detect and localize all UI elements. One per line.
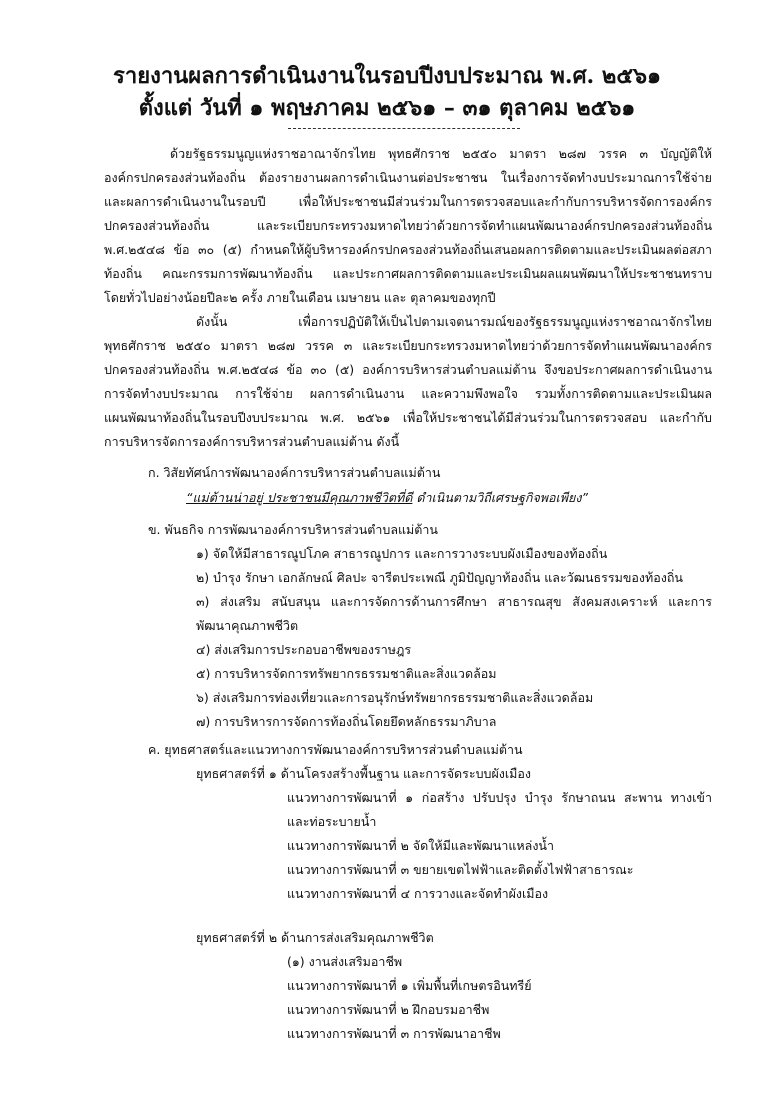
paragraph-line: และผลการดำเนินงานในรอบปี เพื่อให้ประชาชนมีส่วนร่วมในการตรวจสอบและกำกับการบริหารจัดการองค์กร: [104, 194, 712, 209]
section-heading-vision: ก. วิสัยทัศน์การพัฒนาองค์การบริหารส่วนตำบลแม่ต้าน: [148, 465, 441, 480]
strategy-title: ยุทธศาสตร์ที่ ๒ ด้านการส่งเสริมคุณภาพชีวิต: [196, 930, 434, 945]
mission-item: ๗) การบริหารการจัดการท้องถิ่นโดยยึดหลักธรรมาภิบาล: [196, 714, 497, 729]
mission-item: ๑) จัดให้มีสาธารณูปโภค สาธารณูปการ และการวางระบบผังเมืองของท้องถิ่น: [196, 546, 608, 561]
document-date-range: ตั้งแต่ วันที่ ๑ พฤษภาคม ๒๕๖๑ – ๓๑ ตุลาคม ๒๕๖๑: [138, 95, 636, 121]
paragraph-line: โดยทั่วไปอย่างน้อยปีละ๒ ครั้ง ภายในเดือน เมษายน และ ตุลาคมของทุกปี: [104, 290, 496, 305]
dashed-divider: [288, 128, 520, 129]
section-heading-strategy: ค. ยุทธศาสตร์และแนวทางการพัฒนาองค์การบริหารส่วนตำบลแม่ต้าน: [148, 742, 523, 757]
development-approach: แนวทางการพัฒนาที่ ๒ ฝึกอบรมอาชีพ: [287, 1002, 490, 1017]
section-heading-mission: ข. พันธกิจ การพัฒนาองค์การบริหารส่วนตำบลแม่ต้าน: [148, 522, 438, 537]
paragraph-line: การจัดทำงบประมาณ การใช้จ่าย ผลการดำเนินงาน และความพึงพอใจ รวมทั้งการติดตามและประเมินผล: [104, 386, 712, 401]
development-approach: แนวทางการพัฒนาที่ ๒ จัดให้มีและพัฒนาแหล่งน้ำ: [287, 838, 554, 853]
development-approach: แนวทางการพัฒนาที่ ๑ เพิ่มพื้นที่เกษตรอินทรีย์: [287, 978, 532, 993]
paragraph-line: แผนพัฒนาท้องถิ่นในรอบปีงบประมาณ พ.ศ. ๒๕๖๑ เพื่อให้ประชาชนได้มีส่วนร่วมในการตรวจสอบ และกำกับ: [104, 410, 712, 425]
vision-underlined-text: “แม่ต้านน่าอยู่ ประชาชนมีคุณภาพชีวิตที่ดี: [186, 490, 413, 505]
paragraph-line: พุทธศักราช ๒๕๕๐ มาตรา ๒๘๗ วรรค ๓ และระเบียบกระทรวงมหาดไทยว่าด้วยการจัดทำแผนพัฒนาองค์กร: [104, 338, 712, 353]
document-title: รายงานผลการดำเนินงานในรอบปีงบประมาณ พ.ศ. ๒๕๖๑: [113, 63, 661, 89]
mission-item: ๒) บำรุง รักษา เอกลักษณ์ ศิลปะ จารีตประเพณี ภูมิปัญญาท้องถิ่น และวัฒนธรรมของท้องถิ่น: [196, 570, 683, 585]
strategy-title: ยุทธศาสตร์ที่ ๑ ด้านโครงสร้างพื้นฐาน และการจัดระบบผังเมือง: [196, 766, 532, 781]
mission-item-continuation: พัฒนาคุณภาพชีวิต: [196, 618, 299, 633]
development-approach: แนวทางการพัฒนาที่ ๓ การพัฒนาอาชีพ: [287, 1026, 501, 1041]
paragraph-line: ปกครองส่วนท้องถิ่น พ.ศ.๒๕๔๘ ข้อ ๓๐ (๕) องค์การบริหารส่วนตำบลแม่ต้าน จึงขอประกาศผลการดำเนินงาน: [104, 362, 712, 377]
paragraph-line: การบริหารจัดการองค์การบริหารส่วนตำบลแม่ต้าน ดังนี้: [104, 434, 400, 449]
development-approach: แนวทางการพัฒนาที่ ๓ ขยายเขตไฟฟ้าและติดตั้งไฟฟ้าสาธารณะ: [287, 862, 634, 877]
mission-item: ๖) ส่งเสริมการท่องเที่ยวและการอนุรักษ์ทรัพยากรธรรมชาติและสิ่งแวดล้อม: [196, 690, 594, 705]
mission-item: ๔) ส่งเสริมการประกอบอาชีพของราษฎร: [196, 642, 412, 657]
vision-statement: [186, 490, 588, 506]
strategy-subheading: (๑) งานส่งเสริมอาชีพ: [287, 954, 403, 969]
development-approach: แนวทางการพัฒนาที่ ๑ ก่อสร้าง ปรับปรุง บำรุง รักษาถนน สะพาน ทางเข้า: [287, 790, 712, 805]
paragraph-line: ปกครองส่วนท้องถิ่น และระเบียบกระทรวงมหาดไทยว่าด้วยการจัดทำแผนพัฒนาองค์กรปกครองส่วนท้องถิ่น: [104, 218, 712, 233]
paragraph-line: ด้วยรัฐธรรมนูญแห่งราชอาณาจักรไทย พุทธศักราช ๒๕๕๐ มาตรา ๒๘๗ วรรค ๓ บัญญัติให้: [170, 146, 712, 161]
mission-item: ๕) การบริหารจัดการทรัพยากรธรรมชาติและสิ่งแวดล้อม: [196, 666, 497, 681]
development-approach-continuation: และท่อระบายน้ำ: [287, 814, 377, 829]
mission-item: ๓) ส่งเสริม สนับสนุน และการจัดการด้านการศึกษา สาธารณสุข สังคมสงเคราะห์ และการ: [196, 594, 712, 609]
development-approach: แนวทางการพัฒนาที่ ๔ การวางและจัดทำผังเมือง: [287, 886, 549, 901]
vision-rest-text: ดำเนินตามวิถีเศรษฐกิจพอเพียง”: [412, 490, 588, 505]
paragraph-line: ดังนั้น เพื่อการปฏิบัติให้เป็นไปตามเจตนารมณ์ของรัฐธรรมนูญแห่งราชอาณาจักรไทย: [196, 314, 712, 329]
paragraph-line: พ.ศ.๒๕๔๘ ข้อ ๓๐ (๕) กำหนดให้ผู้บริหารองค์กรปกครองส่วนท้องถิ่นเสนอผลการติดตามและประเมินผลต่อสภา: [104, 242, 712, 257]
paragraph-line: ท้องถิ่น คณะกรรมการพัฒนาท้องถิ่น และประกาศผลการติดตามและประเมินผลแผนพัฒนาให้ประชาชนทราบ: [104, 266, 712, 281]
paragraph-line: องค์กรปกครองส่วนท้องถิ่น ต้องรายงานผลการดำเนินงานต่อประชาชน ในเรื่องการจัดทำงบประมาณการใช้จ่าย: [104, 170, 712, 185]
